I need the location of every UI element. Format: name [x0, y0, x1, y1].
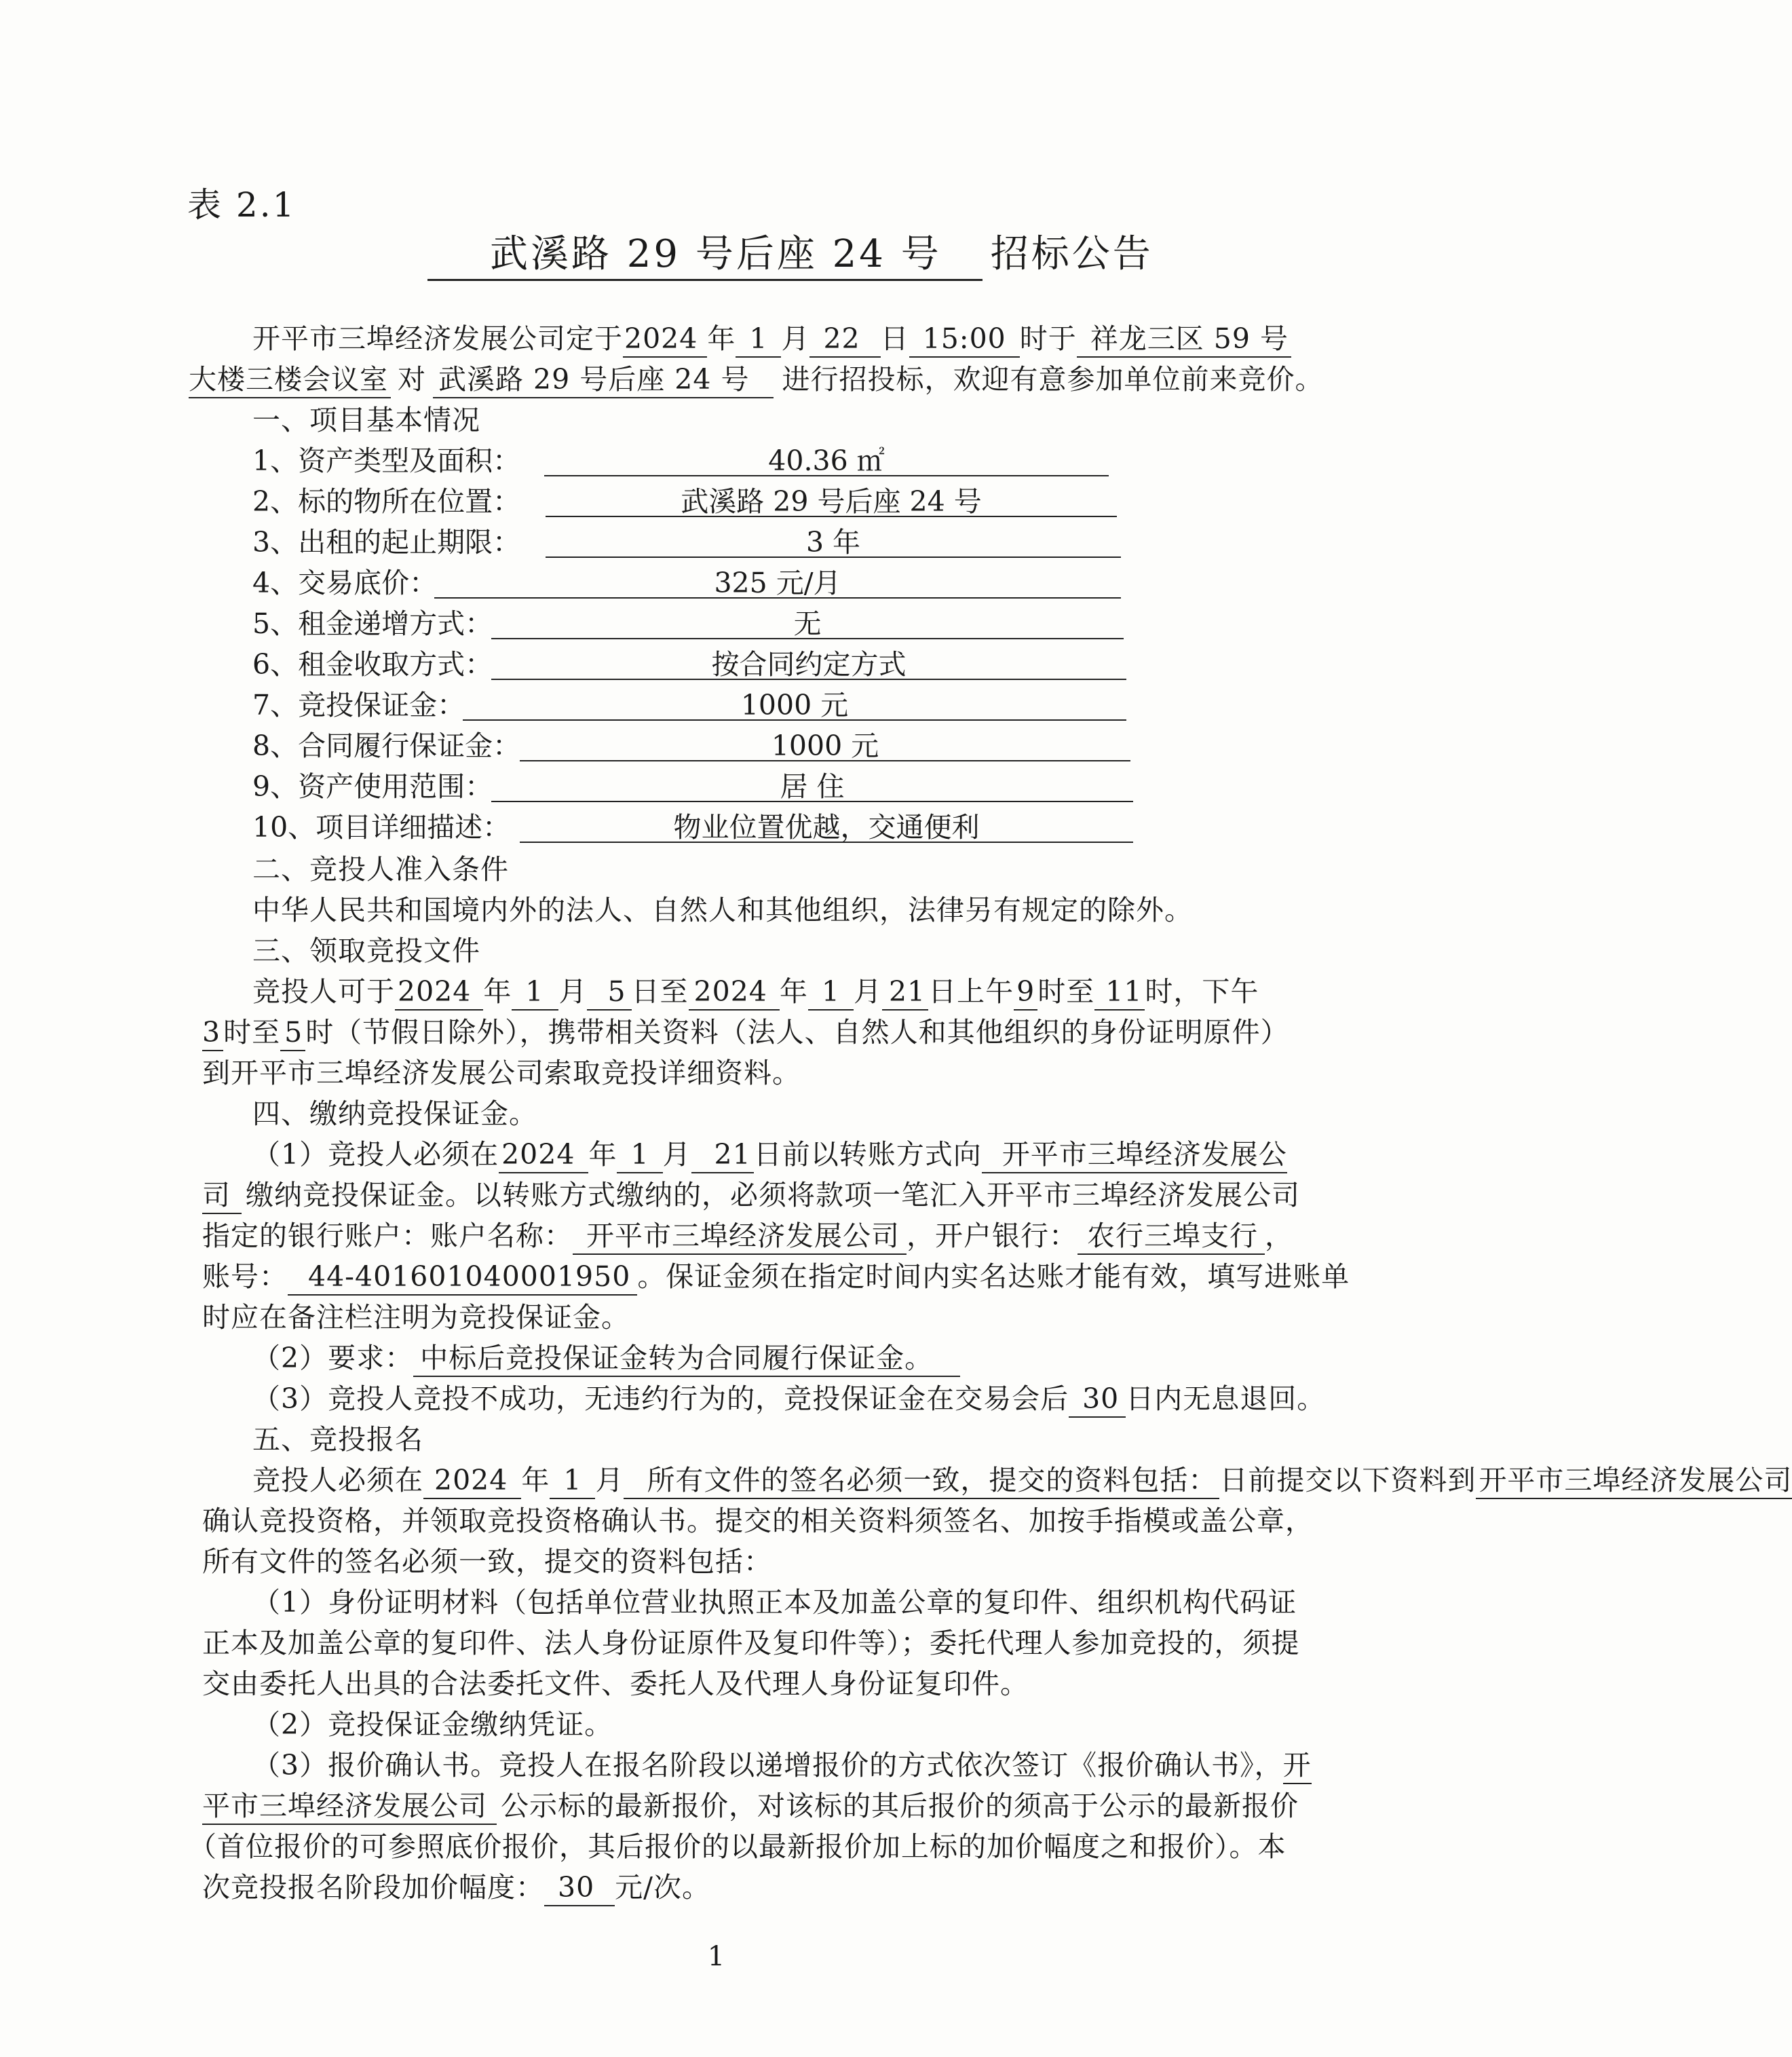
- section3-heading: 三、领取竞投文件: [252, 935, 480, 967]
- section3-line-2: 3时至 5时（节假日除外），携带相关资料（法人、自然人和其他组织的身份证明原件）: [202, 1013, 1342, 1052]
- section1-heading: 一、项目基本情况: [252, 404, 480, 436]
- section2-heading: 二、竞投人准入条件: [252, 853, 509, 886]
- title-project-name: 武溪路 29 号后座 24 号: [427, 232, 983, 281]
- section2-text: 中华人民共和国境内外的法人、自然人和其他组织，法律另有规定的除外。: [252, 894, 1193, 926]
- bid-object: 武溪路 29 号后座 24 号: [433, 363, 774, 398]
- section5-item1-c: 交由委托人出具的合法委托文件、委托人及代理人身份证复印件。: [202, 1667, 1029, 1700]
- item-9: 9、资产使用范围： 居 住: [252, 767, 1135, 806]
- section5-line-3: 所有文件的签名必须一致，提交的资料包括：: [202, 1545, 772, 1578]
- section5-item3-a: （3）报价确认书。竞投人在报名阶段以递增报价的方式依次签订《报价确认书》，开: [252, 1745, 1392, 1785]
- item-3: 3、出租的起止期限： 3 年: [252, 523, 1135, 562]
- item-4: 4、交易底价： 325 元/月: [252, 563, 1135, 603]
- bid-place: 祥龙三区 59 号: [1077, 322, 1291, 358]
- account-name: 开平市三埠经济发展公司: [573, 1220, 907, 1255]
- item-1: 1、资产类型及面积： 40.36 ㎡: [252, 441, 1135, 480]
- page-title: [427, 224, 1174, 278]
- bid-year: 2024: [623, 322, 707, 358]
- section5-line-2: 确认竞投资格，并领取竞投资格确认书。提交的相关资料须签名、加按手指模或盖公章，: [202, 1505, 1314, 1537]
- section5-item1-b: 正本及加盖公章的复印件、法人身份证原件及复印件等）；委托代理人参加竞投的，须提: [202, 1627, 1300, 1659]
- bid-month: 1: [736, 322, 781, 358]
- item-5: 5、租金递增方式： 无: [252, 604, 1135, 643]
- item-6: 6、租金收取方式： 按合同约定方式: [252, 645, 1135, 684]
- table-label: 表 2.1: [187, 185, 297, 225]
- item-7: 7、竞投保证金： 1000 元: [252, 685, 1135, 725]
- item-2: 2、标的物所在位置： 武溪路 29 号后座 24 号: [252, 482, 1135, 521]
- item-8: 8、合同履行保证金： 1000 元: [252, 726, 1135, 766]
- page-number: 1: [707, 1941, 725, 1972]
- section5-item3-d: 次竞投报名阶段加价幅度： 30 元/次。: [202, 1868, 1342, 1907]
- section5-item3-c: （首位报价的可参照底价报价，其后报价的以最新报价加上标的加价幅度之和报价）。本: [189, 1830, 1286, 1863]
- section3-line-1: 竞投人可于2024 年 1 月 5 日至 2024 年 1 月 21日上午9时至 11时，下午: [252, 972, 1392, 1011]
- section5-line-1: 竞投人必须在 2024 年 1 月 所有文件的签名必须一致，提交的资料包括：日前提交以下资料到开平市三埠经济发展公司: [252, 1460, 1392, 1500]
- bid-time: 15:00: [909, 322, 1020, 358]
- account-number: 44-401601040001950: [288, 1260, 637, 1296]
- payee-company: 开平市三埠经济发展公: [982, 1138, 1287, 1173]
- section4-line-2: 司 缴纳竞投保证金。以转账方式缴纳的，必须将款项一笔汇入开平市三埠经济发展公司: [202, 1175, 1342, 1215]
- section4-line-4: 账号： 44-401601040001950 。保证金须在指定时间内实名达账才能有效，填写进账单: [202, 1257, 1342, 1296]
- section5-item3-b: 平市三埠经济发展公司 公示标的最新报价，对该标的其后报价的须高于公示的最新报价: [202, 1786, 1342, 1826]
- intro-line-2: 大楼三楼会议室 对 武溪路 29 号后座 24 号 进行招投标，欢迎有意参加单位前来竞价。: [189, 360, 1329, 399]
- section4-line-5: 时应在备注栏注明为竞投保证金。: [202, 1301, 630, 1334]
- title-tail: 招标公告: [990, 232, 1154, 276]
- section4-line-1: （1）竞投人必须在2024 年 1 月 21日前以转账方式向 开平市三埠经济发展公: [252, 1135, 1392, 1174]
- section4-line-7: （3）竞投人竞投不成功，无违约行为的，竞投保证金在交易会后 30 日内无息退回。: [252, 1379, 1392, 1418]
- section3-line-3: 到开平市三埠经济发展公司索取竞投详细资料。: [202, 1057, 801, 1089]
- intro-line-1: 开平市三埠经济发展公司定于2024 年 1 月 22 日 15:00 时于 祥龙三区 59 号: [252, 319, 1392, 358]
- bid-day: 22: [809, 322, 880, 358]
- item-10: 10、项目详细描述： 物业位置优越，交通便利: [252, 808, 1135, 847]
- section5-item2: （2）竞投保证金缴纳凭证。: [252, 1708, 613, 1741]
- section4-line-6: （2）要求： 中标后竞投保证金转为合同履行保证金。: [252, 1338, 1392, 1378]
- bid-place-cont: 大楼三楼会议室: [189, 363, 391, 398]
- section4-line-3: 指定的银行账户：账户名称： 开平市三埠经济发展公司 ，开户银行： 农行三埠支行 ，: [202, 1216, 1342, 1256]
- section4-heading: 四、缴纳竞投保证金。: [252, 1097, 537, 1130]
- section5-heading: 五、竞投报名: [252, 1423, 423, 1456]
- price-increment: 30: [544, 1871, 615, 1906]
- bank-name: 农行三埠支行: [1078, 1220, 1265, 1255]
- section5-item1-a: （1）身份证明材料（包括单位营业执照正本及加盖公章的复印件、组织机构代码证: [252, 1586, 1297, 1619]
